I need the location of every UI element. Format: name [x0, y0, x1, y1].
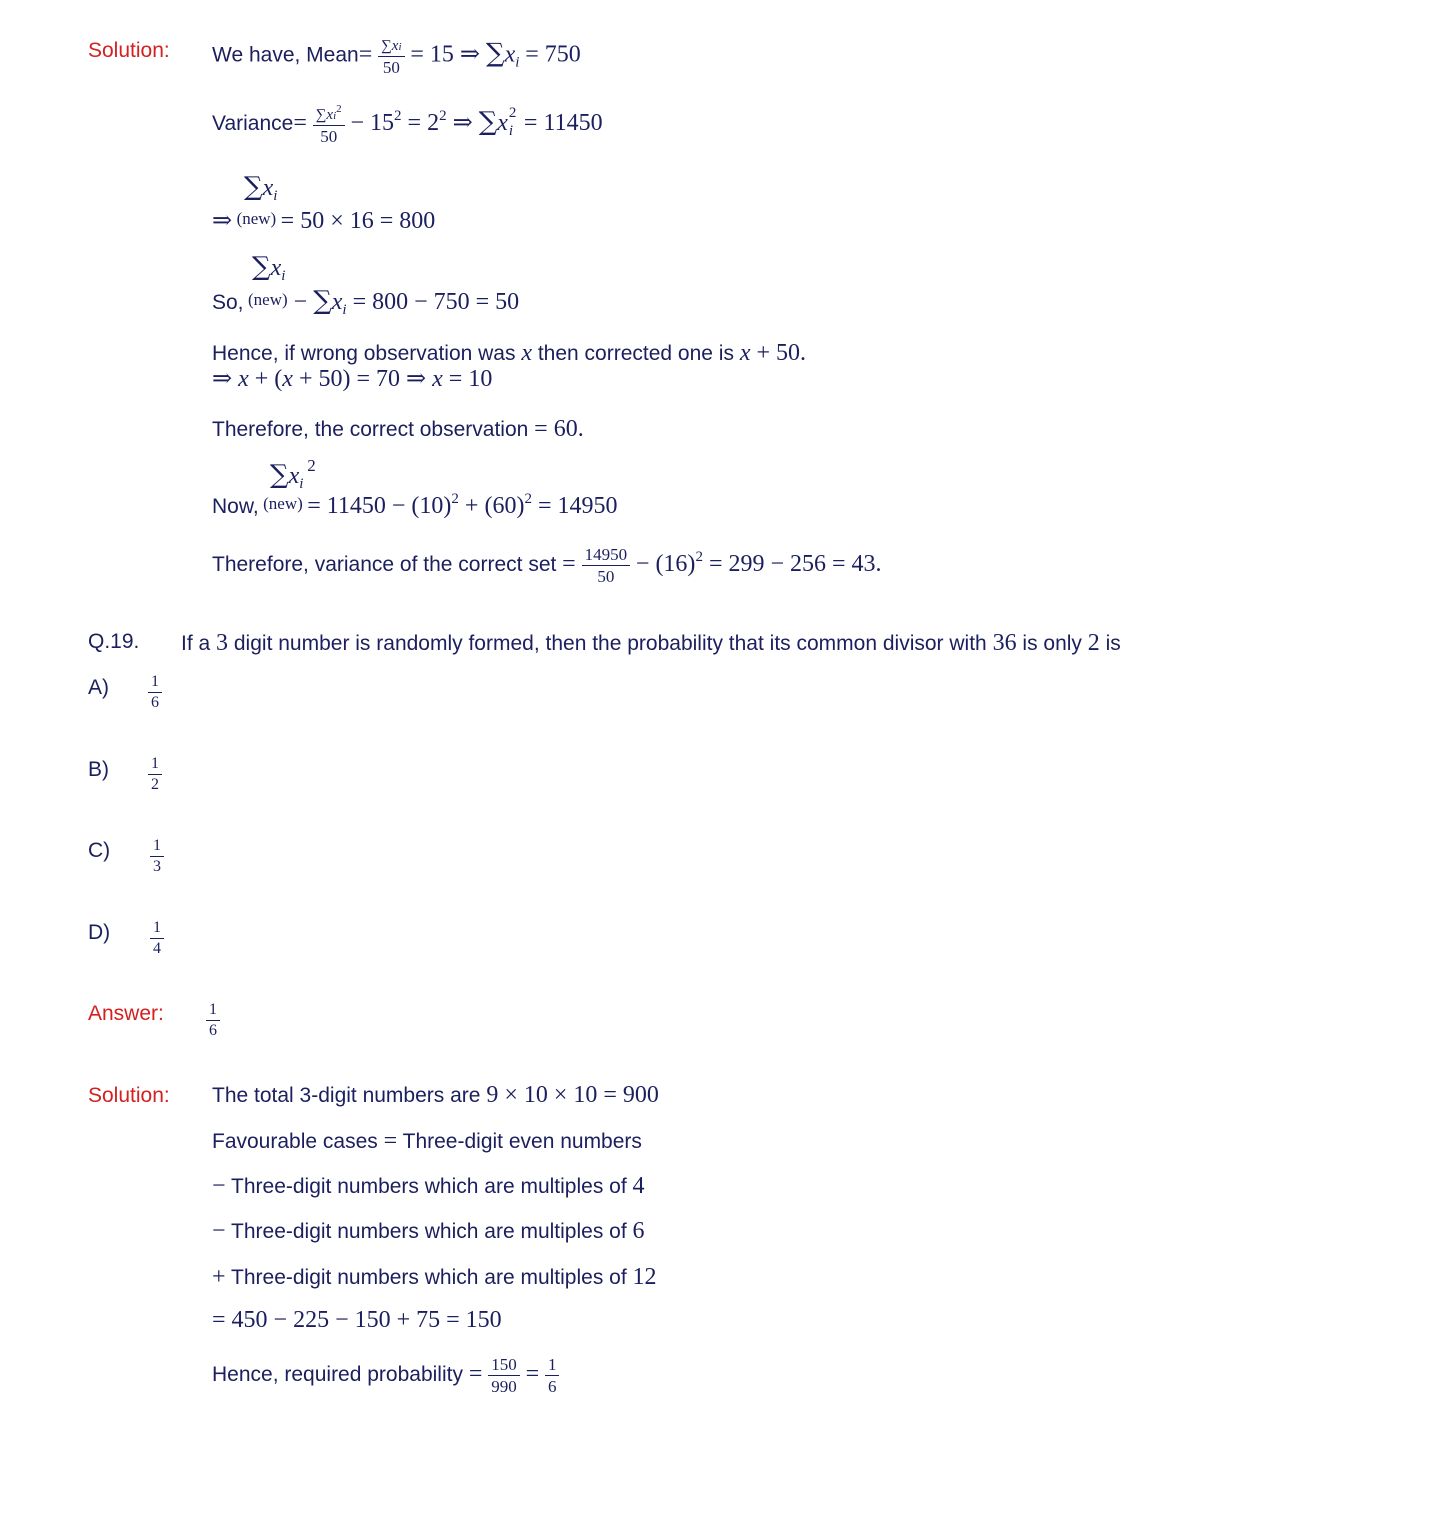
option-c-value[interactable]: $\frac{1}{3}$	[150, 838, 164, 875]
solution-label-2: Solution:	[88, 1084, 170, 1107]
solve-x-equation: ⇒ x + (x + 50) = 70 ⇒ x = 10	[212, 366, 493, 392]
correct-observation-text: Therefore, the correct observation = 60.	[212, 416, 584, 442]
solution-label: Solution:	[88, 39, 170, 62]
sum-new-squares-stack: ∑x 2 i	[270, 456, 316, 492]
multiples-4-line: − Three-digit numbers which are multiples of 4	[212, 1173, 645, 1199]
multiples-6-line: − Three-digit numbers which are multiples of 6	[212, 1218, 645, 1244]
option-b-label[interactable]: B)	[88, 758, 109, 781]
question-number: Q.19.	[88, 630, 140, 653]
option-b-value[interactable]: $\frac{1}{2}$	[148, 756, 162, 793]
answer-label: Answer:	[88, 1002, 164, 1025]
required-probability-line: Hence, required probability = $\frac{150}{990}$ = $\frac{1}{6}$	[212, 1356, 559, 1395]
multiples-12-line: + Three-digit numbers which are multiples of 12	[212, 1264, 657, 1290]
option-c-label[interactable]: C)	[88, 839, 111, 862]
variance-correct-fraction: $\frac{14950}{50}$	[582, 546, 631, 585]
mean-fraction: $\frac{\sum xi}{50}$	[378, 36, 404, 76]
favourable-total-line: = 450 − 225 − 150 + 75 = 150	[212, 1307, 502, 1333]
answer-value: $\frac{1}{6}$	[206, 1002, 220, 1039]
favourable-cases-line: Favourable cases = Three-digit even numbers	[212, 1128, 642, 1154]
difference-equation: So, $(new) - \sum x_i = 800 - 750 = 50$	[212, 286, 520, 318]
correct-variance-equation: Therefore, variance of the correct set = $\frac{14950}{50}$ − $(16)^2 = 299 - 256 = 43$.	[212, 545, 882, 586]
option-d-value[interactable]: $\frac{1}{4}$	[150, 920, 164, 957]
sum-squares-equation: Now, $(new) = 11450 - (10)^2 + (60)^2 = 14950$	[212, 491, 618, 519]
question-text: If a 3 digit number is randomly formed, then the probability that its common divisor with 36 is only 2 is	[181, 630, 1121, 656]
option-a-label[interactable]: A)	[88, 676, 109, 699]
sum-new-equation: ⇒ (new) = 50 × 16 = 800	[212, 208, 436, 234]
wrong-observation-text: Hence, if wrong observation was x then corrected one is x + 50.	[212, 340, 807, 366]
sum-new-stack-2: $\sum x_i$	[252, 252, 286, 284]
option-a-value[interactable]: $\frac{1}{6}$	[148, 674, 162, 711]
total-numbers-line: The total 3-digit numbers are 9 × 10 × 10 = 900	[212, 1082, 659, 1108]
variance-equation: Variance= $\frac{\sum xi^2}{50}$ − $15^2 = 2^2$ ⇒ ∑x 2 i = 11450	[212, 103, 603, 146]
sum-new-stack-1: $\sum x_i$	[244, 172, 278, 204]
variance-fraction: $\frac{\sum xi^2}{50}$	[313, 104, 345, 145]
mean-equation: We have, Mean= $\frac{\sum xi}{50}$ = 15 ⇒ $\sum x_i = 750$	[212, 38, 581, 77]
option-d-label[interactable]: D)	[88, 921, 111, 944]
